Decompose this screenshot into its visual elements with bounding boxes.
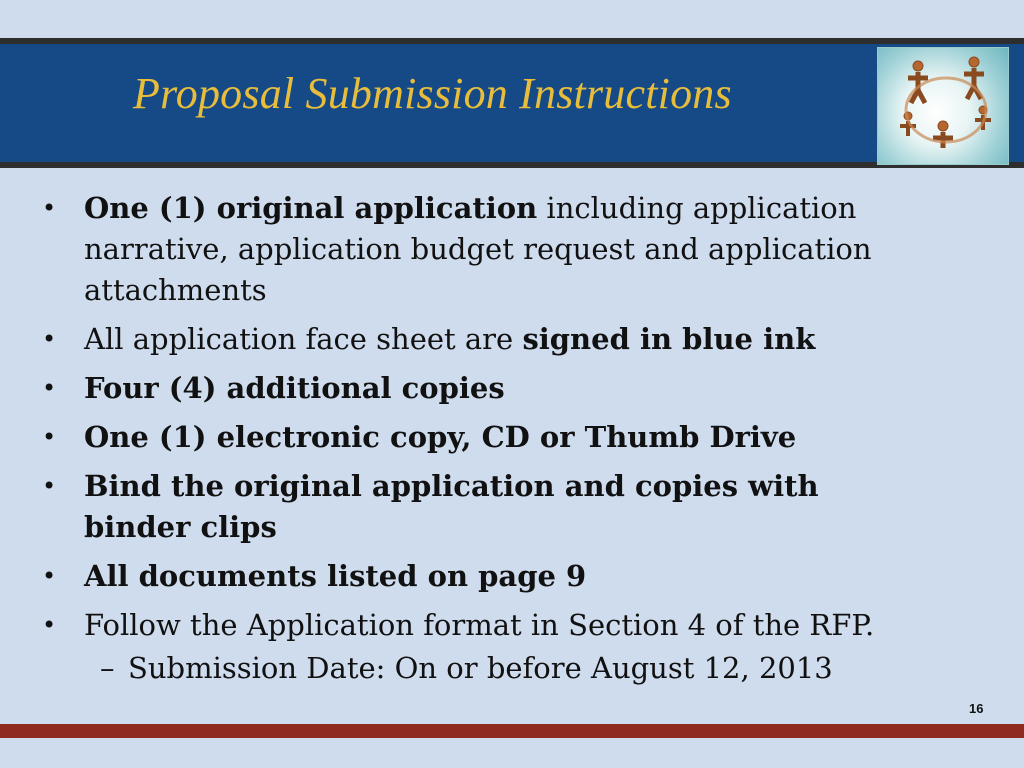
top-margin bbox=[0, 0, 1024, 38]
footer-bar bbox=[0, 724, 1024, 738]
bullet-item: • One (1) original application including application narrative, application budget request and application attachments bbox=[42, 191, 872, 307]
sub-bullet-item: – Submission Date: On or before August 12, 2013 bbox=[100, 651, 833, 685]
bullet-item: • One (1) electronic copy, CD or Thumb Drive bbox=[42, 420, 797, 454]
bullet-item: • Bind the original application and copies with binder clips bbox=[42, 469, 819, 544]
slide-title: Proposal Submission Instructions bbox=[133, 69, 732, 118]
title-banner bbox=[0, 38, 1024, 168]
bullet-list bbox=[42, 188, 962, 689]
bullet-item: • All application face sheet are signed in blue ink bbox=[42, 322, 816, 356]
bullet-item: • All documents listed on page 9 bbox=[42, 559, 587, 593]
bullet-item: • Follow the Application format in Section 4 of the RFP. bbox=[42, 608, 875, 642]
people-circle-icon bbox=[877, 47, 1009, 165]
page-number: 16 bbox=[969, 701, 984, 716]
bullet-item: • Four (4) additional copies bbox=[42, 371, 505, 405]
